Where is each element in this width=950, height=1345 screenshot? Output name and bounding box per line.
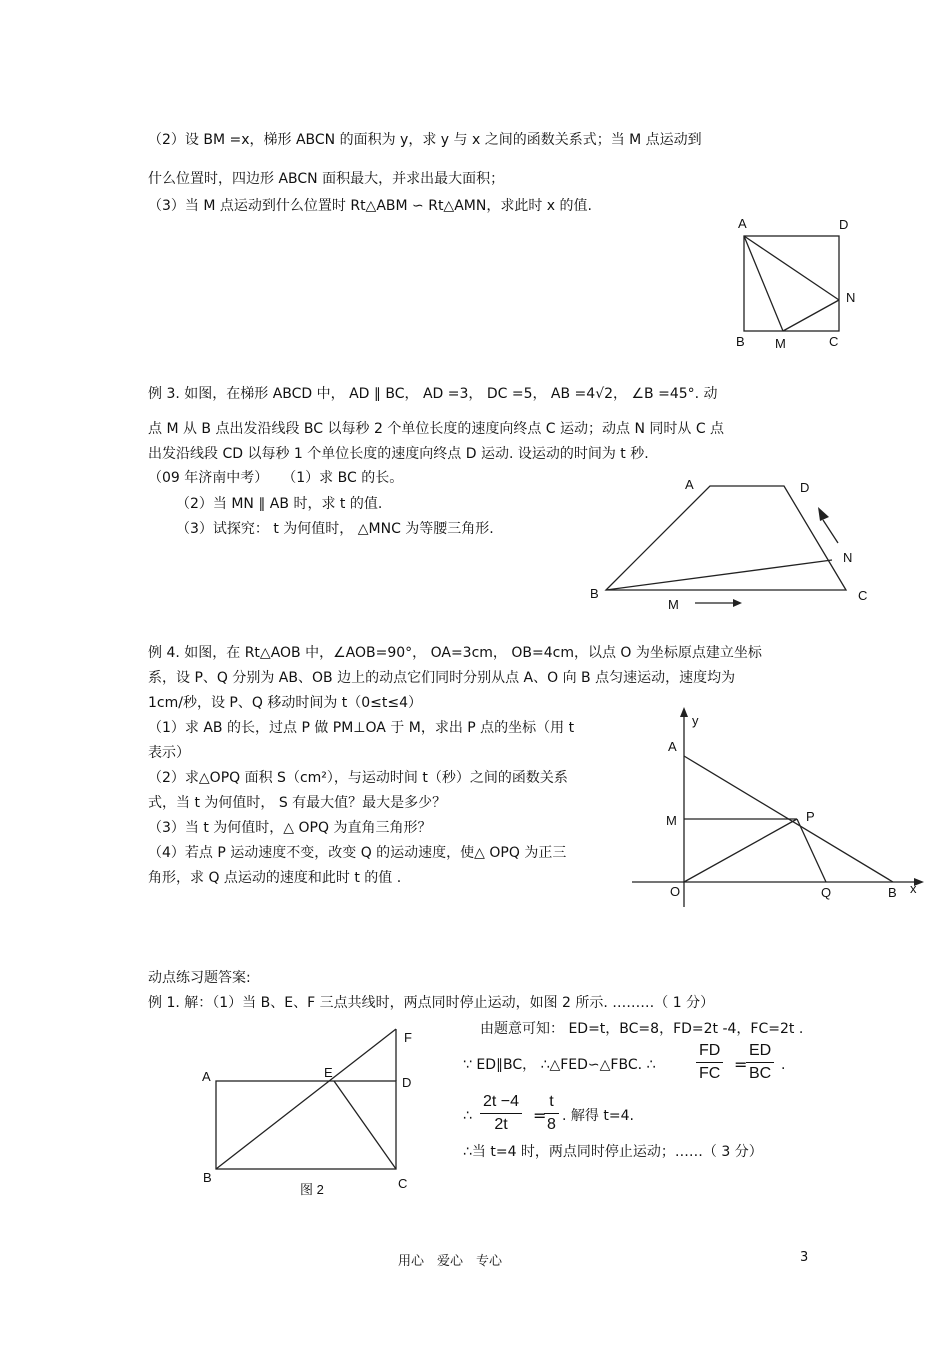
ex4-line10: 角形，求 Q 点运动的速度和此时 t 的值 . xyxy=(148,870,402,886)
fraction-fd-fc-den: FC xyxy=(699,1065,721,1082)
fraction-2t4-2t-num: 2t −4 xyxy=(480,1093,522,1114)
ex3-label-m: M xyxy=(668,597,679,612)
fraction-ed-bc-den: BC xyxy=(749,1065,772,1082)
answers-line2: 由题意可知： ED=t，BC=8，FD=2t -4，FC=2t . xyxy=(480,1021,804,1037)
fig2-caption: 图 2 xyxy=(300,1182,324,1197)
fraction-fd-fc-num: FD xyxy=(696,1042,723,1063)
ex2-label-c: C xyxy=(829,334,839,349)
ex3-label-d: D xyxy=(800,480,810,495)
fraction-t-8-num: t xyxy=(544,1093,559,1114)
ex4-line8: （3）当 t 为何值时，△ OPQ 为直角三角形？ xyxy=(148,820,432,836)
ex4-line2: 系，设 P、Q 分别为 AB、OB 边上的动点它们同时分别从点 A、O 向 B 点匀速运动，速度均为 xyxy=(148,670,736,686)
answers-line4b: . 解得 t=4. xyxy=(562,1108,634,1124)
ex4-line7: 式，当 t 为何值时， S 有最大值？最大是多少？ xyxy=(148,795,447,811)
footer-motto: 用心 爱心 专心 xyxy=(398,1254,503,1269)
fig2-label-d: D xyxy=(402,1075,412,1090)
ex4-label-y: y xyxy=(692,713,699,728)
ex4-line6: （2）求△OPQ 面积 S（cm²），与运动时间 t（秒）之间的函数关系 xyxy=(148,770,568,786)
answers-line1: 例 1. 解：（1）当 B、E、F 三点共线时，两点同时停止运动，如图 2 所示. ………（ 1 分） xyxy=(148,995,715,1011)
ex4-label-o: O xyxy=(670,884,681,899)
answers-line5: ∴当 t=4 时，两点同时停止运动；……（ 3 分） xyxy=(463,1144,763,1160)
segment-ec xyxy=(334,1081,396,1169)
fig2-label-f: F xyxy=(404,1030,412,1045)
ex4-line4: （1）求 AB 的长，过点 P 做 PM⊥OA 于 M，求出 P 点的坐标（用 t xyxy=(148,720,575,736)
ex3-line2: 点 M 从 B 点出发沿线段 BC 以每秒 2 个单位长度的速度向终点 C 运动；动点 N 同时从 C 点 xyxy=(148,421,725,437)
fraction-2t4-2t-den: 2t xyxy=(494,1116,508,1133)
ex3-line6: （3）试探究： t 为何值时， △MNC 为等腰三角形. xyxy=(176,521,494,537)
ex3-line5: （2）当 MN ∥ AB 时，求 t 的值. xyxy=(176,496,383,512)
ex2-q2-line2: 什么位置时，四边形 ABCN 面积最大，并求出最大面积； xyxy=(148,171,505,187)
ex4-label-q: Q xyxy=(821,885,832,900)
ex4-line5: 表示） xyxy=(148,745,190,761)
answers-line3a: ∵ ED∥BC， ∴△FED∽△FBC. ∴ xyxy=(463,1057,656,1073)
fig2-label-b: B xyxy=(203,1170,212,1185)
ex3-label-c: C xyxy=(858,588,868,603)
ex3-label-b: B xyxy=(590,586,599,601)
ex2-q3: （3）当 M 点运动到什么位置时 Rt△ABM ∽ Rt△AMN，求此时 x 的值. xyxy=(148,198,592,214)
fraction-ed-bc-num: ED xyxy=(746,1042,774,1063)
ex4-label-a: A xyxy=(668,739,677,754)
ex4-label-b: B xyxy=(888,885,897,900)
equals-1: = xyxy=(734,1055,748,1074)
ex3-line4: （09 年济南中考） （1）求 BC 的长。 xyxy=(148,470,404,486)
ex4-line3: 1cm/秒，设 P、Q 移动时间为 t（0≤t≤4） xyxy=(148,695,423,711)
ex3-label-a: A xyxy=(685,477,694,492)
answers-dot: . xyxy=(781,1057,786,1073)
ex3-line3: 出发沿线段 CD 以每秒 1 个单位长度的速度向终点 D 运动. 设运动的时间为 t 秒. xyxy=(148,446,649,462)
equals-2: = xyxy=(533,1106,547,1125)
ex4-label-m: M xyxy=(666,813,677,828)
ex4-line9: （4）若点 P 运动速度不变，改变 Q 的运动速度，使△ OPQ 为正三 xyxy=(148,845,567,861)
ex4-line1: 例 4. 如图，在 Rt△AOB 中，∠AOB=90°， OA=3cm， OB=4cm，以点 O 为坐标原点建立坐标 xyxy=(148,645,762,661)
rectangle-abcd xyxy=(216,1081,396,1169)
answers-line4a: ∴ xyxy=(463,1108,472,1124)
ex3-line1: 例 3. 如图，在梯形 ABCD 中， AD ∥ BC， AD =3， DC =5， AB =4√2， ∠B =45°. 动 xyxy=(148,386,718,402)
ex2-q2-line1: （2）设 BM =x，梯形 ABCN 的面积为 y，求 y 与 x 之间的函数关系式；当 M 点运动到 xyxy=(148,132,702,148)
ex2-label-a: A xyxy=(738,216,747,231)
ex2-label-b: B xyxy=(736,334,745,349)
ex2-label-m: M xyxy=(775,336,786,351)
segment-bf xyxy=(216,1029,396,1169)
ex2-label-n: N xyxy=(846,290,856,305)
ex4-label-x: x xyxy=(910,881,917,896)
fraction-t-8-den: 8 xyxy=(547,1116,556,1133)
fig2-label-c: C xyxy=(398,1176,408,1191)
ex2-label-d: D xyxy=(839,217,849,232)
ex3-label-n: N xyxy=(843,550,853,565)
ex4-label-p: P xyxy=(806,809,815,824)
fig2-label-e: E xyxy=(324,1065,333,1080)
page-number: 3 xyxy=(800,1250,809,1265)
answers-heading: 动点练习题答案: xyxy=(148,970,251,986)
fig2-label-a: A xyxy=(202,1069,211,1084)
